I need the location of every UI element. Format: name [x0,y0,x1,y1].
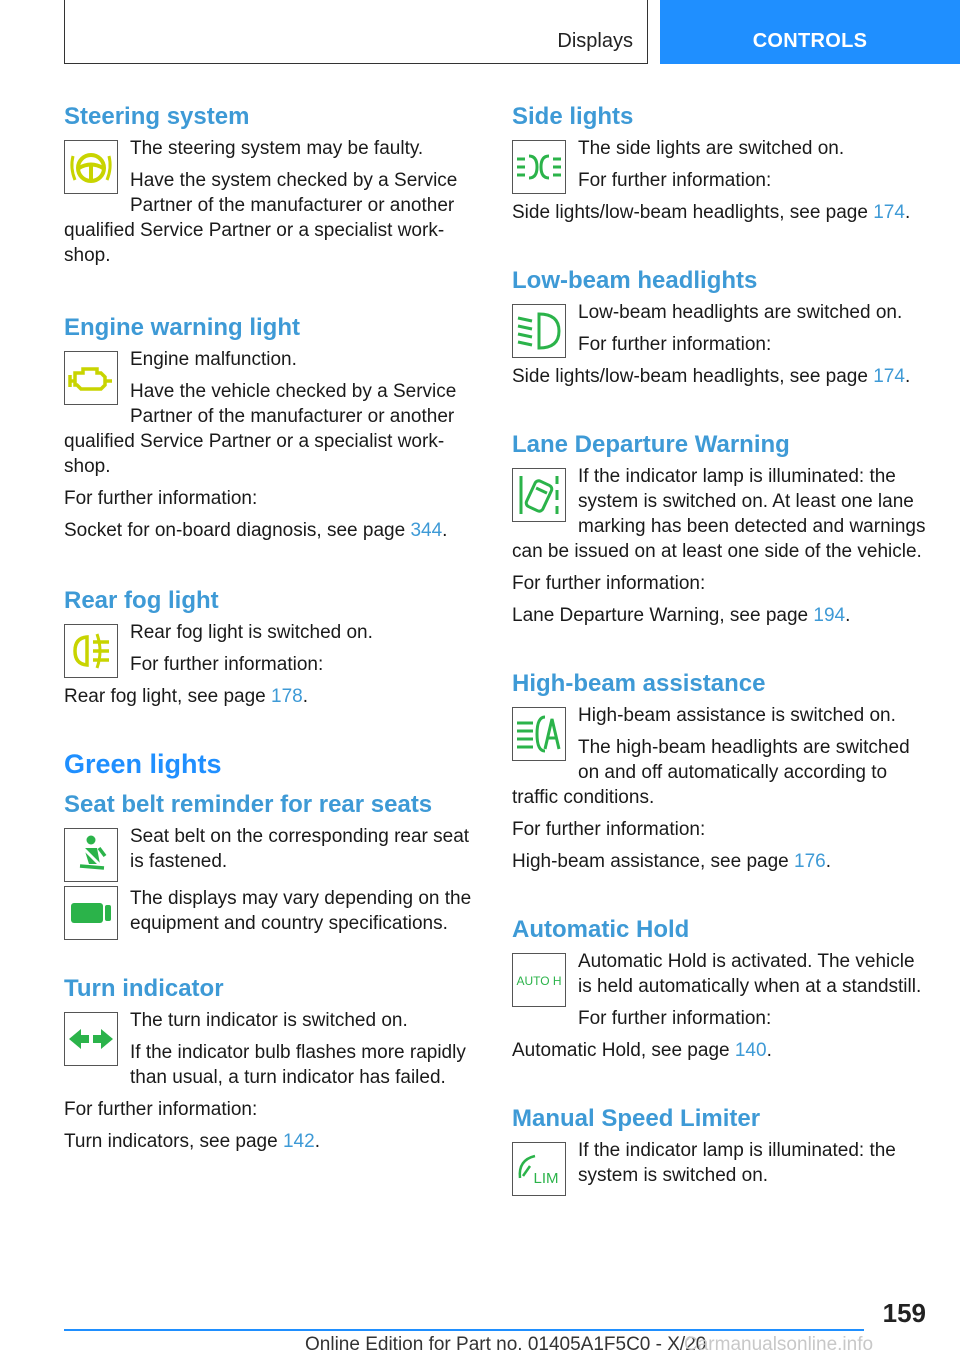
header-section-title: Displays [557,30,633,52]
side-lights-text-1: The side lights are switched on. [578,138,845,159]
heading-auto-hold: Automatic Hold [512,916,690,943]
turn-page-link[interactable]: 142 [282,1131,315,1152]
side-lights-text-2: For further information: [578,170,772,191]
auto-hold-page-link[interactable]: 140 [734,1040,767,1061]
svg-text:AUTO H: AUTO H [516,974,562,988]
section-low-beam [512,264,932,396]
heading-turn-indicator: Turn indicator [64,975,224,1002]
rear-fog-text-1: Rear fog light is switched on. [130,622,373,643]
section-engine [64,311,482,550]
right-column [512,100,932,1220]
section-lane-departure [512,428,932,635]
lane-page-link[interactable]: 194 [813,605,846,626]
footer-edition: Online Edition for Part no. 01405A1F5C0 - X/20 [305,1334,707,1355]
high-beam-page-link[interactable]: 176 [794,851,826,872]
rear-fog-light-icon [64,624,118,678]
section-rear-fog [64,584,482,716]
footer-divider [64,1329,864,1331]
turn-indicator-icon [64,1012,118,1066]
seat-belt-text-1: Seat belt on the corresponding rear seat is fastened. [130,826,470,872]
steering-text-1: The steering system may be faulty. [130,138,424,159]
heading-speed-limiter: Manual Speed Limiter [512,1105,761,1132]
turn-text-4: Turn indicators, see page 142. [64,1131,320,1152]
heading-low-beam: Low-beam headlights [512,267,758,294]
high-beam-text-2: The high-beam headlights are switched on and off automatically according to traffic conditions. [512,737,910,808]
seat-belt-icon [64,828,118,882]
side-lights-text-3: Side lights/low-beam headlights, see page 174. [512,202,911,223]
left-column [64,100,482,1181]
section-steering [64,100,482,275]
low-beam-icon [512,304,566,358]
auto-hold-text-2: For further information: [578,1008,772,1029]
engine-text-1: Engine malfunction. [130,349,297,370]
section-seat-belt [64,788,482,944]
low-beam-page-link[interactable]: 174 [873,366,905,387]
high-beam-text-3: For further information: [512,819,706,840]
page-number: 159 [882,1298,926,1328]
heading-seat-belt: Seat belt reminder for rear seats [64,791,433,818]
lane-departure-icon [512,468,566,522]
turn-text-2: If the indicator bulb flashes more rapidly than usual, a turn indicator has failed. [130,1042,466,1088]
turn-text-3: For further information: [64,1099,258,1120]
high-beam-text-1: High-beam assistance is switched on. [578,705,896,726]
heading-green-lights: Green lights [64,749,222,779]
rear-fog-text-3: Rear fog light, see page 178. [64,686,309,707]
footer-watermark: Carmanualsonline.info [684,1334,874,1355]
steering-warning-icon [64,140,118,194]
low-beam-text-2: For further information: [578,334,772,355]
engine-warning-icon [64,351,118,405]
rear-fog-page-link[interactable]: 178 [271,686,303,707]
header-chapter-tab[interactable] [660,0,960,64]
section-high-beam [512,667,932,881]
heading-rear-fog: Rear fog light [64,587,219,614]
auto-hold-icon [512,953,566,1007]
section-side-lights [512,100,932,232]
side-lights-page-link[interactable]: 174 [873,202,905,223]
low-beam-text-3: Side lights/low-beam headlights, see page 174. [512,366,911,387]
engine-page-link[interactable]: 344 [410,520,443,541]
low-beam-text-1: Low-beam headlights are switched on. [578,302,903,323]
heading-engine: Engine warning light [64,314,300,341]
section-turn-indicator [64,972,482,1161]
heading-steering: Steering system [64,103,250,130]
lane-text-2: For further information: [512,573,706,594]
engine-text-3: For further information: [64,488,258,509]
high-beam-assist-icon [512,707,566,761]
auto-hold-text-1: Automatic Hold is activated. The vehicle is held automatically when at a standstill. [578,951,922,997]
lane-text-1: If the indicator lamp is illuminated: the system is switched on. At least one lane marking has been detected and warnings can be issued on at least one side of the vehicle. [512,466,926,562]
speed-limiter-icon [512,1142,566,1196]
high-beam-text-4: High-beam assistance, see page 176. [512,851,831,872]
svg-text:LIM: LIM [533,1170,559,1187]
heading-high-beam: High-beam assistance [512,670,766,697]
steering-text-2: Have the system checked by a Service Partner of the manufacturer or another qualified Service Partner or a specialist workshop. [64,170,458,266]
section-speed-limiter [512,1102,932,1200]
engine-text-4: Socket for on-board diagnosis, see page 344. [64,520,448,541]
lane-text-3: Lane Departure Warning, see page 194. [512,605,851,626]
header-section-box [64,0,648,64]
rear-fog-text-2: For further information: [130,654,324,675]
heading-side-lights: Side lights [512,103,634,130]
heading-lane-departure: Lane Departure Warning [512,431,790,458]
engine-text-2: Have the vehicle checked by a Service Partner of the manufacturer or another qualified Service Partner or a specialist workshop. [64,381,457,477]
seat-belt-rear-icon [64,886,118,940]
header-chapter-title: CONTROLS [752,30,868,52]
auto-hold-text-3: Automatic Hold, see page 140. [512,1040,772,1061]
seat-belt-text-2: The displays may vary depending on the equipment and country specifications. [130,888,472,934]
turn-text-1: The turn indicator is switched on. [130,1010,408,1031]
side-lights-icon [512,140,566,194]
section-auto-hold [512,913,932,1070]
speed-limiter-text-1: If the indicator lamp is illuminated: the system is switched on. [578,1140,896,1186]
